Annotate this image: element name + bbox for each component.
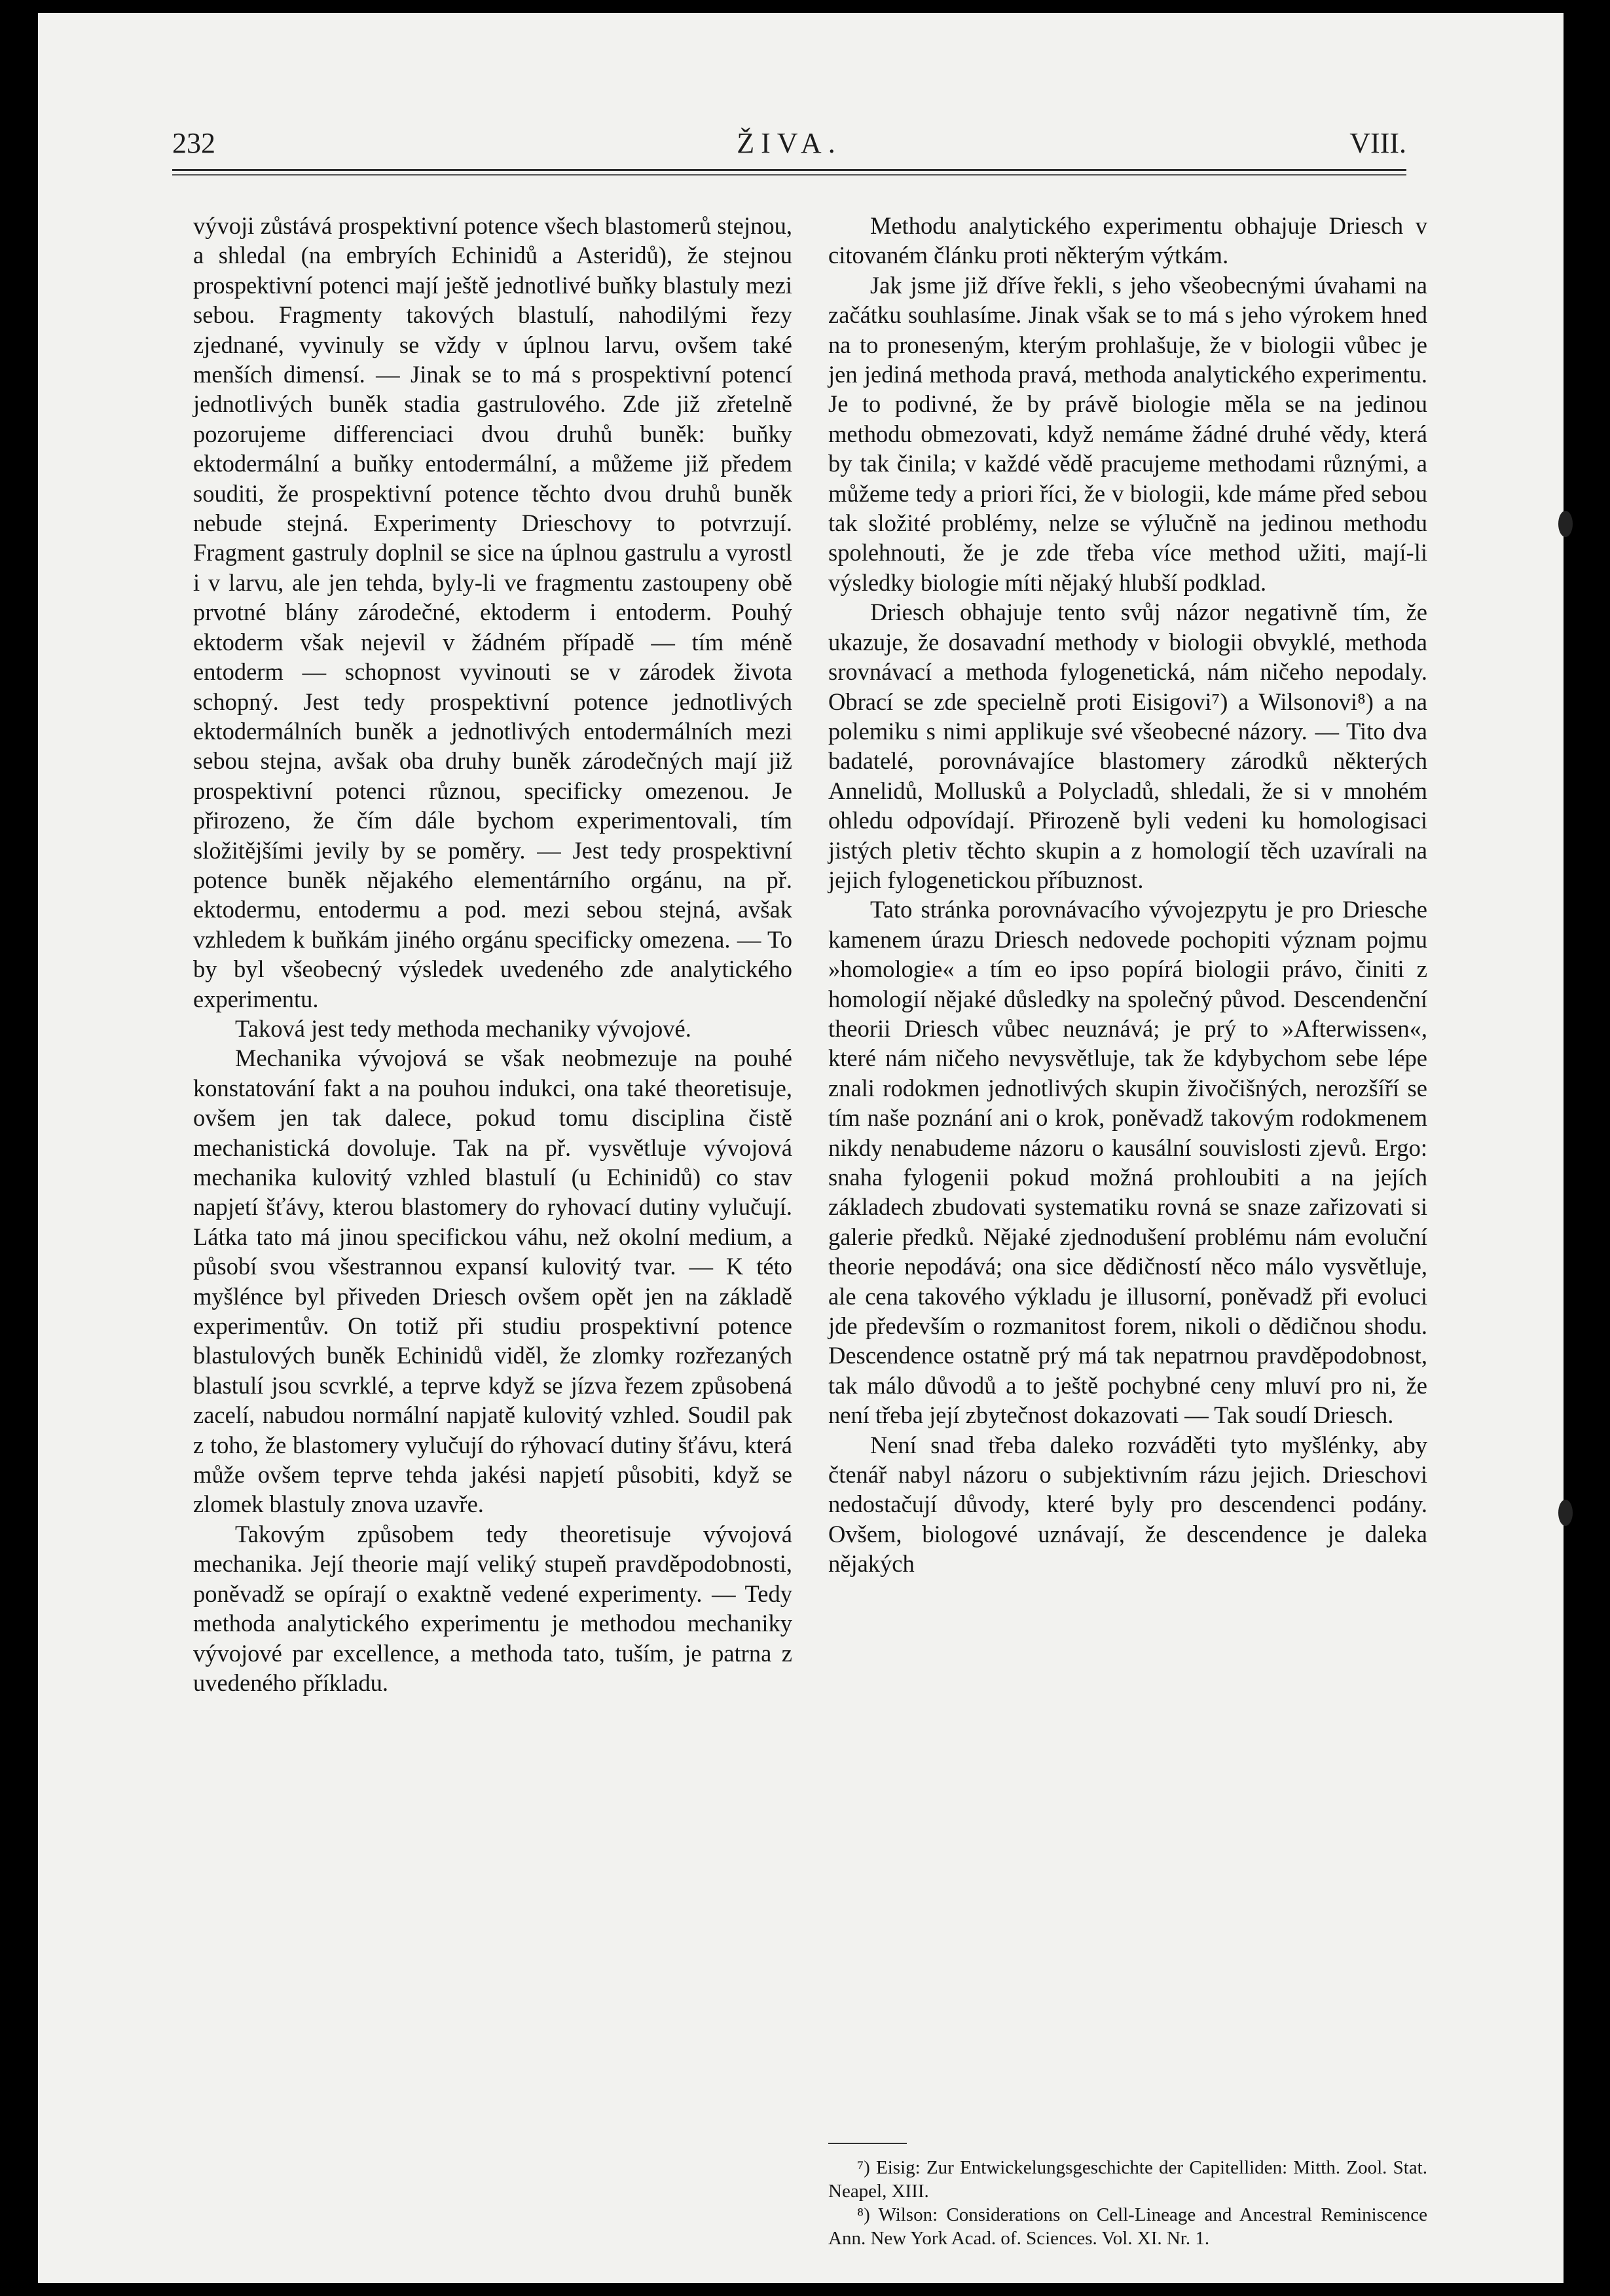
- paragraph: vývoji zůstává prospektivní potence všech blastomerů stejnou, a shledal (na embryích Echinidů a Asteridů), že stejnou prospektivní potenci mají ještě jednotlivé buňky blastuly mezi sebou. Fragmenty takových blastulí, nahodilými řezy zjednané, vyvinuly se vždy v úplnou larvu, ovšem také menších dimensí. — Jinak se to má s prospektivní potencí jednotlivých buněk stadia gastrulového. Zde již zřetelně pozorujeme differenciaci dvou druhů buněk: buňky ektodermální a buňky entodermální, a můžeme již předem souditi, že prospektivní potence těchto dvou druhů buněk nebude stejná. Experimenty Drieschovy to potvrzují. Fragment gastruly doplnil se sice na úplnou gastrulu a vyrostl i v larvu, ale jen tehda, byly-li ve fragmentu zastoupeny obě prvotné blány zárodečné, ektoderm i entoderm. Pouhý ektoderm však nejevil v žádném případě — tím méně entoderm — schopnost vyvinouti se v zárodek života schopný. Jest tedy prospektivní potence jednotlivých ektodermálních buněk a jednotlivých entodermálních mezi sebou stejna, avšak oba druhy buněk zárodečných mají již prospektivní potenci různou, specificky omezenou. Je přirozeno, že čím dále bychom experimentovali, tím složitějšími jevily by se poměry. — Jest tedy prospektivní potence buněk nějakého elementárního orgánu, na př. ektodermu, entodermu a pod. mezi sebou stejná, avšak vzhledem k buňkám jiného orgánu specificky omezena. — To by byl všeobecný výsledek uvedeného zde analytického experimentu.: [193, 212, 792, 1012]
- journal-title: ŽIVA.: [737, 127, 842, 159]
- footnote-8: ⁸) Wilson: Considerations on Cell-Lineage and Ancestral Reminiscence Ann. New York Acad. of. Sciences. Vol. XI. Nr. 1.: [828, 2204, 1427, 2249]
- paragraph: Driesch obhajuje tento svůj názor negativně tím, že ukazuje, že dosavadní methody v biologii obvyklé, methoda srovnávací a methoda fylogenetická, nám ničeho nepodaly. Obrací se zde specielně proti Eisigovi⁷) a Wilsonovi⁸) a na polemiku s nimi applikuje své všeobecné názory. — Tito dva badatelé, porovnávajíce blastomery zárodků některých Annelidů, Mollusků a Polycladů, shledali, že si v mnohém ohledu odpovídají. Přirozeně byli vedeni ku homologisaci jistých pletiv těchto skupin a z homologií těch uzavírali na jejich fylogenetickou příbuznost.: [828, 599, 1427, 893]
- running-header: [172, 126, 1406, 166]
- paragraph: Není snad třeba daleko rozváděti tyto myšlénky, aby čtenář nabyl názoru o subjektivním rázu jejich. Drieschovi nedostačují důvody, které byly pro descendenci podány. Ovšem, biologové uznávají, že descendence je daleka nějakých: [828, 1431, 1427, 1578]
- paragraph: Takovým způsobem tedy theoretisuje vývojová mechanika. Její theorie mají veliký stupeň pravděpodobnosti, poněvadž se opírají o exaktně vedené experimenty. — Tedy methoda analytického experimentu je methodou mechaniky vývojové par excellence, a methoda tato, tuším, je patrna z uvedeného příkladu.: [193, 1520, 792, 1696]
- volume-number: VIII.: [1349, 127, 1406, 159]
- paragraph: Methodu analytického experimentu obhajuje Driesch v citovaném článku proti některým výtkám.: [828, 212, 1427, 269]
- footnote-7: ⁷) Eisig: Zur Entwickelungsgeschichte der Capitelliden: Mitth. Zool. Stat. Neapel, XIII.: [828, 2157, 1427, 2202]
- footnote-rule: [828, 2143, 907, 2144]
- binding-hole-mark: [1558, 511, 1573, 537]
- left-column: [193, 211, 792, 1697]
- paragraph: Tato stránka porovnávacího vývojezpytu je pro Driesche kamenem úrazu Driesch nedovede pochopiti význam pojmu »homologie« a tím eo ipso popírá biologii právo, činiti z homologií nějaké důsledky na společný původ. Descendenční theorii Driesch vůbec neuznává; je prý to »Afterwissen«, které nám ničeho nevysvětluje, tak že kdybychom sebe lépe znali rodokmen jednotlivých skupin živočišných, nerozšíří se tím naše poznání ani o krok, poněvadž takovým rodokmenem nikdy nenabudeme názoru o kausální souvislosti zjevů. Ergo: snaha fylogenii pokud možná prohloubiti a na jejích základech zbudovati systematiku rovná se snaze zařizovati si galerie předků. Nějaké zjednodušení problému nám evoluční theorie nepodává; ona sice dědičností něco málo vysvětluje, ale cena takového výkladu je illusorní, poněvadž při evoluci jde především o rozmanitost forem, nikoli o dědičnou shodu. Descendence ostatně prý má tak nepatrnou pravděpodobnost, tak málo důvodů a to ještě pochybné ceny mluví pro ni, že není třeba její zbytečnost dokazovati — Tak soudí Driesch.: [828, 896, 1427, 1429]
- paragraph: Jak jsme již dříve řekli, s jeho všeobecnými úvahami na začátku souhlasíme. Jinak však se to má s jeho výrokem hned na to proneseným, kterým prohlašuje, že v biologii vůbec je jen jediná methoda pravá, methoda analytického experimentu. Je to podivné, že by právě biologie měla se na jedinou methodu obmezovati, když nemáme žádné druhé vědy, která by tak činila; v každé vědě pracujeme methodami různými, a můžeme tedy a priori říci, že v biologii, kde máme před sebou tak složité problémy, nelze se výlučně na jedinou methodu spolehnouti, že je zde třeba více method užiti, mají-li výsledky biologie míti nějaký hlubší podklad.: [828, 271, 1427, 596]
- paragraph: Taková jest tedy methoda mechaniky vývojové.: [235, 1014, 691, 1042]
- footnotes: [828, 2156, 1427, 2250]
- header-rule-thin: [172, 174, 1406, 176]
- header-rule-thick: [172, 169, 1406, 171]
- page-number: 232: [172, 127, 215, 159]
- right-column: [828, 211, 1427, 1579]
- binding-hole-mark: [1558, 1500, 1573, 1526]
- paragraph: Mechanika vývojová se však neobmezuje na pouhé konstatování fakt a na pouhou indukci, ona také theoretisuje, ovšem jen tak dalece, pokud tomu disciplina čistě mechanistická dovoluje. Tak na př. vysvětluje vývojová mechanika kulovitý vzhled blastulí (u Echinidů) co stav napjetí šťávy, kterou blastomery do ryhovací dutiny vylučují. Látka tato má jinou specifickou váhu, než okolní medium, a působí svou všestrannou expansí kulovitý tvar. — K této myšlénce byl přiveden Driesch ovšem opět jen na základě experimentův. On totiž při studiu prospektivní potence blastulových buněk Echinidů viděl, že zlomky rozřezaných blastulí jsou scvrklé, a teprve když se jízva řezem způsobená zacelí, nabudou normální napjatě kulovitý vzhled. Soudil pak z toho, že blastomery vylučují do rýhovací dutiny šťávu, která může ovšem teprve tehda jakési napjetí působiti, když se zlomek blastuly znova uzavře.: [193, 1045, 792, 1518]
